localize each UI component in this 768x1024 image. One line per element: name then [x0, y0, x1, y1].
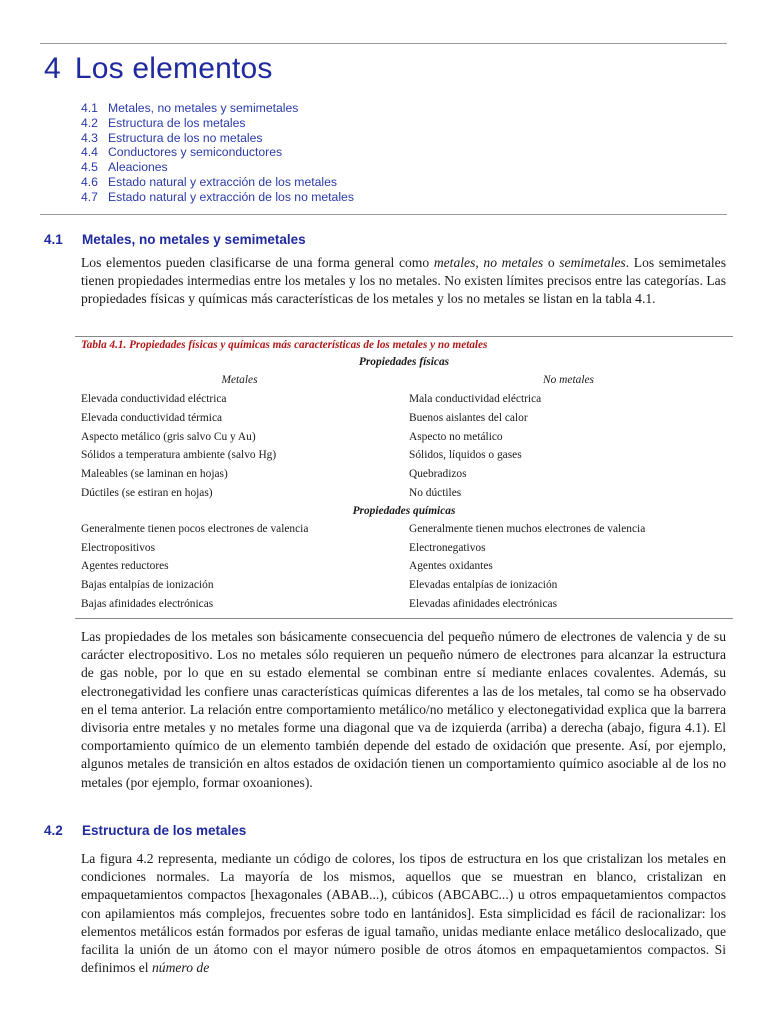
- toc-item-4-4[interactable]: 4.4 Conductores y semiconductores: [81, 145, 283, 160]
- table-caption: Tabla 4.1. Propiedades físicas y químicas más características de los metales y no metales: [81, 339, 488, 351]
- toc-item-4-1[interactable]: 4.1 Metales, no metales y semimetales: [81, 101, 299, 115]
- table-row: Electropositivos Electronegativos: [81, 541, 486, 554]
- table-row: Bajas afinidades electrónicas Elevadas afinidades electrónicas: [81, 597, 558, 610]
- table-row: Bajas entalpías de ionización Elevadas entalpías de ionización: [81, 579, 558, 592]
- physical-properties-header: Propiedades físicas: [358, 356, 450, 368]
- toc-item-4-7[interactable]: 4.7 Estado natural y extracción de los no metales: [81, 189, 354, 204]
- table-row: Maleables (se laminan en hojas) Quebradizos: [81, 468, 467, 481]
- toc-item-4-3[interactable]: 4.3 Estructura de los no metales: [81, 130, 263, 145]
- top-rule: [40, 43, 727, 44]
- chapter-title: [44, 52, 273, 86]
- table-of-contents: [81, 101, 601, 205]
- table-row: Elevada conductividad térmica Buenos aislantes del calor: [81, 411, 528, 424]
- chapter-title-text: Los elementos: [74, 52, 273, 85]
- column-header-no-metales: No metales: [543, 374, 594, 386]
- section-heading-4-2: 4.2 Estructura de los metales: [44, 823, 247, 838]
- section-4-1-second-paragraph: Las propiedades de los metales son básicamente consecuencia del pequeño número de electrones de valencia y de su carácter electropositivo. Los no metales sólo requieren un pequeño número de electrones para alcanzar la estructura de gas noble, por lo que en su estado elemental se combinan entre sí mediante enlaces covalentes. Además, su electronegatividad les confiere unas características químicas diferentes a las de los metales, tal como se ha observado en el tema anterior. La relación entre comportamiento metálico/no metálico y electonegatividad explica que la barrera divisoria entre metales y no metales forme una diagonal que va de izquierda (arriba) a derecha (abajo, figura 4.1). El comportamiento químico de un elemento también depende del estado de oxidación que presente. Así, por ejemplo, algunos metales de transición en altos estados de oxidación tienen un comportamiento químico asociable al de los no metales (por ejemplo, formar oxoaniones).: [81, 629, 726, 790]
- table-row: Sólidos a temperatura ambiente (salvo Hg) Sólidos, líquidos o gases: [81, 449, 522, 462]
- section-4-1-intro-paragraph: Los elementos pueden clasificarse de una forma general como metales, no metales o semimetales. Los semimetales tienen propiedades intermedias entre los metales y los no metales. No existen límites precisos entre las categorías. Las propiedades físicas y químicas más características de los metales y los no metales se listan en la tabla 4.1.: [81, 255, 726, 307]
- properties-table: [75, 336, 733, 619]
- table-row: Elevada conductividad eléctrica Mala conductividad eléctrica: [81, 393, 542, 405]
- section-4-2-intro-paragraph: La figura 4.2 representa, mediante un código de colores, los tipos de estructura en los que cristalizan los metales en condiciones normales. La mayoría de los mismos, aquellos que se muestran en blanco, cristalizan en empaquetamientos compactos [hexagonales (ABAB...), cúbicos (ABCABC...) u otros empaquetamientos compactos con apilamientos más complejos, frecuentes sobre todo en lantánidos]. Esta simplicidad es fácil de racionalizar: los elementos metálicos están formados por esferas de igual tamaño, unidas mediante enlace metálico deslocalizado, que facilita la unión de un átomo con el mayor número posible de otros átomos en empaquetamientos compactos. Si definimos el número de: [81, 851, 726, 976]
- table-row: Dúctiles (se estiran en hojas) No dúctiles: [81, 486, 462, 499]
- toc-item-4-5[interactable]: 4.5 Aleaciones: [81, 160, 168, 175]
- section-heading-4-1: 4.1 Metales, no metales y semimetales: [44, 232, 306, 247]
- table-column-headers: [75, 371, 733, 390]
- table-row: Generalmente tienen pocos electrones de valencia Generalmente tienen muchos electrones de valencia: [81, 522, 646, 535]
- toc-item-4-2[interactable]: 4.2 Estructura de los metales: [81, 115, 246, 130]
- toc-item-4-6[interactable]: 4.6 Estado natural y extracción de los metales: [81, 174, 337, 189]
- column-header-metales: Metales: [221, 374, 258, 386]
- table-bottom-rule: [75, 618, 733, 619]
- toc-rule: [40, 214, 727, 215]
- chemical-properties-header: Propiedades químicas: [352, 504, 456, 517]
- table-row: Aspecto metálico (gris salvo Cu y Au) Aspecto no metálico: [81, 430, 503, 443]
- chapter-number: 4: [44, 52, 61, 85]
- table-row: Agentes reductores Agentes oxidantes: [81, 560, 493, 573]
